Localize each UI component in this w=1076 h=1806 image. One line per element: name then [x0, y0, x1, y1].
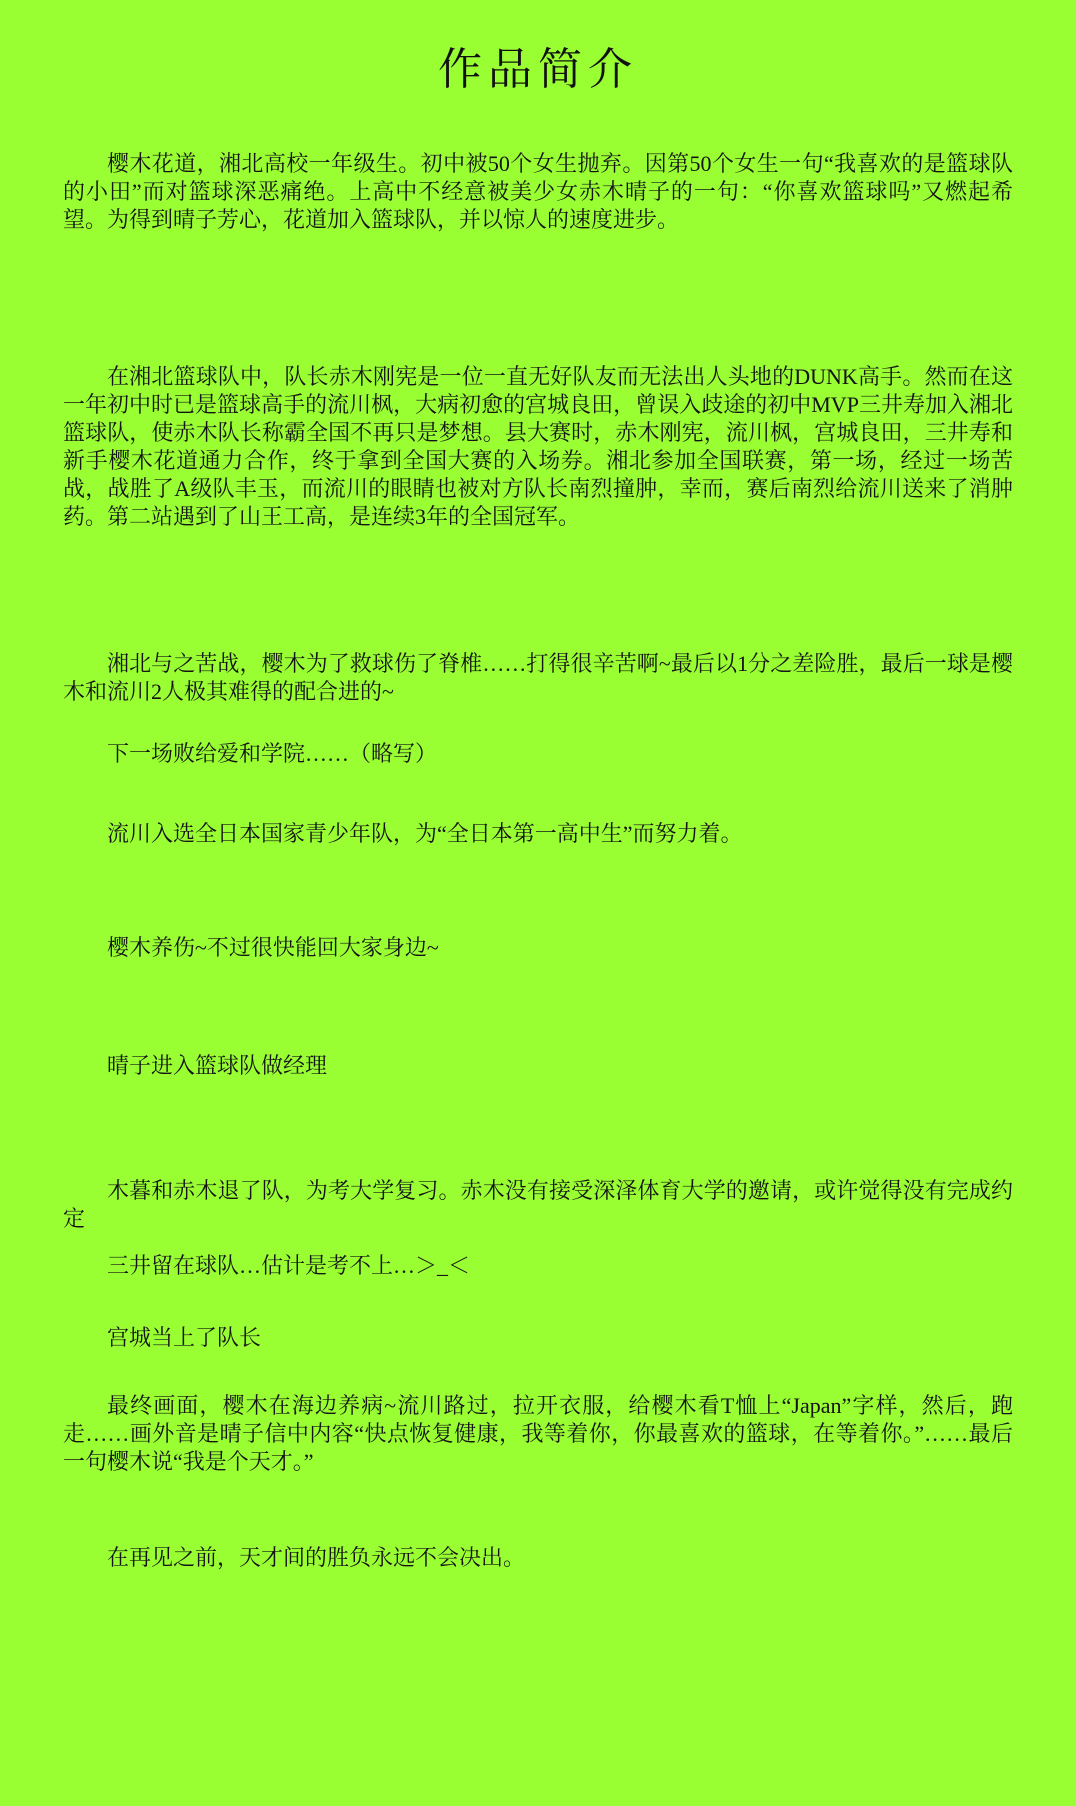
- page-title-text: 作品简介: [438, 45, 638, 94]
- paragraph-mitsui-stays: 三井留在球队…估计是考不上…＞_＜: [107, 1253, 471, 1278]
- paragraph-shohoku-team: 在湘北篮球队中，队长赤木刚宪是一位一直无好队友而无法出人头地的DUNK高手。然而在这一年初中时已是篮球高手的流川枫，大病初愈的宫城良田，曾误入歧途的初中MVP三井寿加入湘北篮球队，使赤木队长称霸全国不再只是梦想。县大赛时，赤木刚宪，流川枫，宫城良田，三井寿和新手樱木花道通力合作，终于拿到全国大赛的入场券。湘北参加全国联赛，第一场，经过一场苦战，战胜了A级队丰玉，而流川的眼睛也被对方队长南烈撞肿，幸而，赛后南烈给流川送来了消肿药。第二站遇到了山王工高，是连续3年的全国冠军。: [63, 364, 1013, 529]
- paragraph-aiwa-loss: 下一场败给爱和学院……（略写）: [107, 741, 438, 766]
- paragraph-haruko-manager: 晴子进入篮球队做经理: [107, 1053, 328, 1078]
- paragraph-rukawa-national: 流川入选全日本国家青少年队，为“全日本第一高中生”而努力着。: [107, 821, 743, 846]
- page-title: [63, 0, 1013, 96]
- paragraph-miyagi-captain: 宫城当上了队长: [107, 1325, 262, 1350]
- paragraph-sakuragi-intro: 樱木花道，湘北高校一年级生。初中被50个女生抛弃。因第50个女生一句“我喜欢的是篮球队的小田”而对篮球深恶痛绝。上高中不经意被美少女赤木晴子的一句：“你喜欢篮球吗”又燃起希望。为得到晴子芳心，花道加入篮球队，并以惊人的速度进步。: [63, 151, 1013, 232]
- paragraph-sakuragi-recovery: 樱木养伤~不过很快能回大家身边~: [107, 935, 439, 960]
- paragraph-sannoh-battle: 湘北与之苦战，樱木为了救球伤了脊椎……打得很辛苦啊~最后以1分之差险胜，最后一球是樱木和流川2人极其难得的配合进的~: [63, 651, 1013, 704]
- paragraph-closing-line: 在再见之前，天才间的胜负永远不会决出。: [107, 1545, 526, 1570]
- paragraph-final-scene: 最终画面，樱木在海边养病~流川路过，拉开衣服，给樱木看T恤上“Japan”字样，然后，跑走……画外音是晴子信中内容“快点恢复健康，我等着你，你最喜欢的篮球，在等着你。”……最后一句樱木说“我是个天才。”: [63, 1393, 1013, 1474]
- paragraph-kogure-akagi-retire: 木暮和赤木退了队，为考大学复习。赤木没有接受深泽体育大学的邀请，或许觉得没有完成约定: [63, 1178, 1013, 1231]
